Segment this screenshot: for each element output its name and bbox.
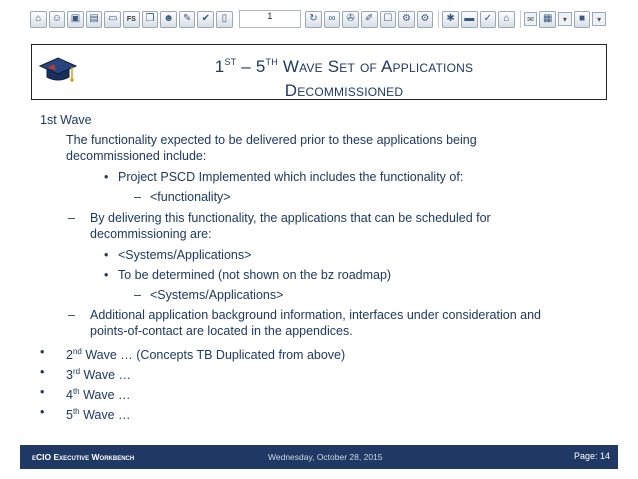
tbd-item: To be determined (not shown on the bz roadmap): [118, 268, 392, 282]
title-dash: –: [236, 57, 256, 76]
title-line-2: Decommissioned: [284, 81, 404, 100]
folder-icon[interactable]: ▭: [104, 11, 121, 28]
print-icon[interactable]: ▤: [86, 11, 103, 28]
checkmark-icon[interactable]: ✓: [480, 11, 497, 28]
smile-icon[interactable]: ☺: [49, 11, 66, 28]
lock-icon[interactable]: ⌂: [498, 11, 515, 28]
additional-line-1: Additional application background information, interfaces under consideration and: [90, 308, 541, 322]
functionality-item: <functionality>: [150, 190, 231, 204]
settings-icon[interactable]: ⚙: [417, 11, 434, 28]
notes-icon[interactable]: ☐: [380, 11, 397, 28]
title-box: [31, 44, 607, 100]
bullet-icon: •: [40, 385, 45, 399]
green-app-icon[interactable]: ■: [574, 11, 591, 28]
box-icon[interactable]: ▣: [67, 11, 84, 28]
emoticon-icon[interactable]: ☻: [160, 11, 177, 28]
edit-icon[interactable]: ✎: [179, 11, 196, 28]
pin-icon[interactable]: ✱: [442, 11, 459, 28]
mail-icon[interactable]: ✉: [524, 12, 538, 26]
first-wave-heading: 1st Wave: [40, 113, 92, 127]
additional-line-2: points-of-contact are located in the appendices.: [90, 324, 353, 338]
bullet-icon: •: [40, 405, 45, 419]
dash-bullet-icon: –: [134, 288, 141, 302]
title-wave-end: 5: [255, 57, 266, 76]
systems-item-1: <Systems/Applications>: [118, 248, 252, 262]
toolbar-separator: [520, 10, 521, 28]
wave-3-item: [66, 364, 131, 383]
delivering-line-2: decommissioning are:: [90, 227, 212, 241]
check-icon[interactable]: ✔: [197, 11, 214, 28]
slide-title: [92, 50, 596, 103]
binoculars-icon[interactable]: ∞: [324, 11, 341, 28]
delivering-line-1: By delivering this functionality, the applications that can be scheduled for: [90, 211, 491, 225]
footer-date: Wednesday, October 28, 2015: [268, 452, 383, 462]
pages-icon[interactable]: ❐: [142, 11, 159, 28]
wave-5-num: 5: [66, 408, 73, 423]
bullet-icon: •: [104, 248, 109, 262]
gear-icon[interactable]: ⚙: [398, 11, 415, 28]
wave-5-rest: Wave …: [79, 408, 131, 423]
wave-4-num: 4: [66, 388, 73, 403]
pscd-item: Project PSCD Implemented which includes the functionality of:: [118, 170, 464, 184]
title-line1-rest: Wave Set of Applications: [277, 57, 474, 76]
wave-5-sup: th: [72, 407, 80, 416]
graph-icon[interactable]: ✐: [361, 11, 378, 28]
wave-3-rest: Wave …: [80, 368, 132, 383]
wave-2-num: 2: [66, 348, 73, 363]
wave-2-sup: nd: [72, 347, 82, 356]
dash-bullet-icon: –: [134, 190, 141, 204]
footer-bar: [20, 445, 618, 469]
title-line-1: [92, 50, 596, 79]
dash-bullet-icon: –: [68, 308, 75, 322]
tools-icon[interactable]: ✇: [342, 11, 359, 28]
footer-workbench-label: eCIO Executive Workbench: [32, 452, 135, 462]
wave-3-sup: rd: [72, 367, 81, 376]
bullet-icon: •: [40, 365, 45, 379]
calendar-icon[interactable]: ▦: [539, 11, 556, 28]
toolbar: [30, 6, 608, 32]
wave-4-item: [66, 384, 131, 403]
toolbar-separator: [438, 10, 439, 28]
bullet-icon: •: [104, 170, 109, 184]
dash-bullet-icon: –: [68, 211, 75, 225]
bullet-icon: •: [104, 268, 109, 282]
wave-3-num: 3: [66, 368, 73, 383]
refresh-icon[interactable]: ↻: [305, 11, 322, 28]
chevron-down-icon[interactable]: ▾: [592, 12, 606, 26]
note-icon[interactable]: ▬: [461, 11, 478, 28]
document-icon[interactable]: ▯: [216, 11, 233, 28]
title-wave-end-sup: TH: [265, 57, 278, 67]
title-wave-start-sup: ST: [224, 57, 237, 67]
footer-page-number: Page: 14: [573, 451, 610, 461]
page-number-field[interactable]: 1: [239, 10, 301, 28]
bullet-icon: •: [40, 345, 45, 359]
intro-line-1: The functionality expected to be delivered prior to these applications being: [66, 133, 477, 147]
wave-2-rest: Wave … (Concepts TB Duplicated from above): [81, 348, 346, 363]
wave-2-item: [66, 344, 345, 363]
home-icon[interactable]: ⌂: [30, 11, 47, 28]
chevron-down-icon[interactable]: ▾: [558, 12, 572, 26]
wave-4-sup: th: [72, 387, 80, 396]
systems-item-2: <Systems/Applications>: [150, 288, 284, 302]
full-screen-button[interactable]: FS: [123, 11, 140, 28]
wave-4-rest: Wave …: [79, 388, 131, 403]
title-wave-start: 1: [214, 57, 225, 76]
wave-5-item: [66, 404, 131, 423]
intro-line-2: decommissioned include:: [66, 149, 207, 163]
graduation-cap-icon: [38, 55, 78, 85]
